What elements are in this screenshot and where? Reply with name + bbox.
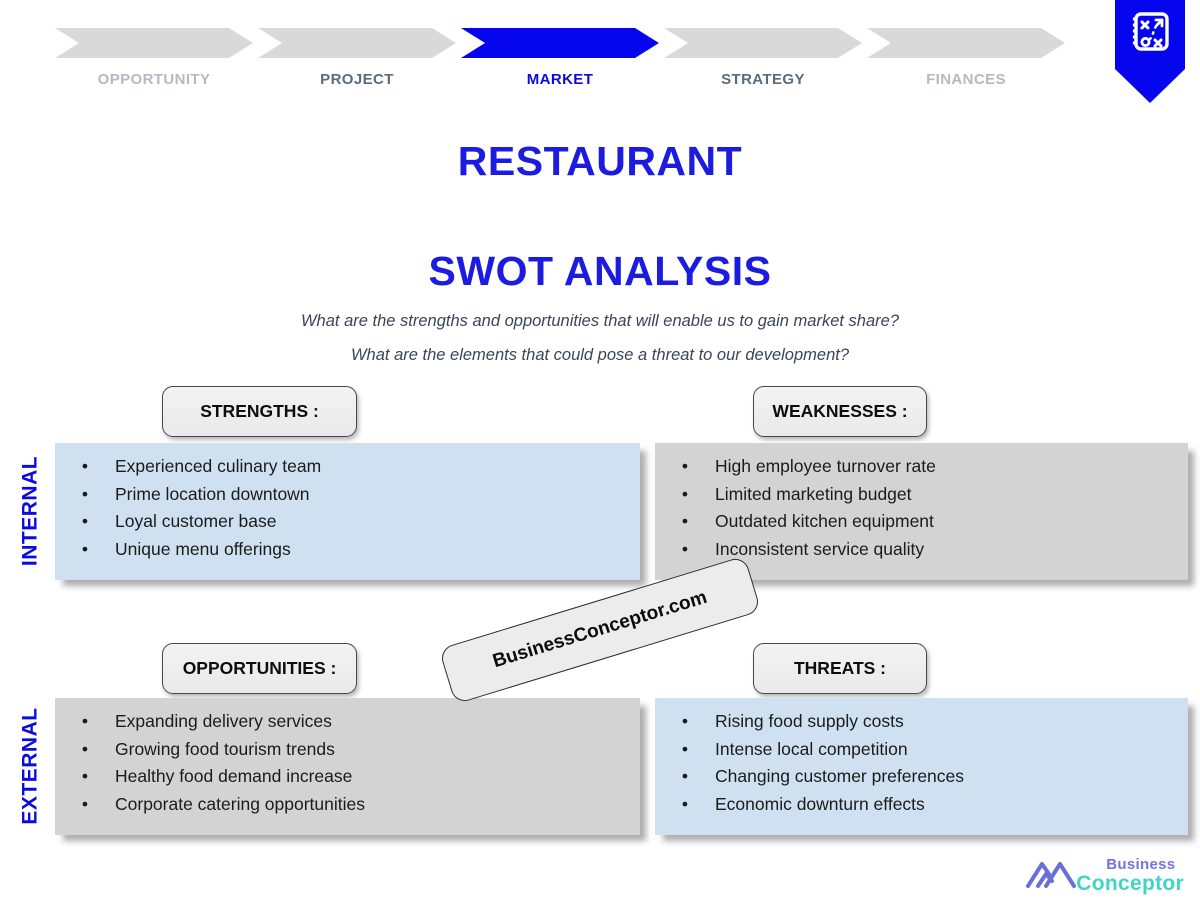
chevron-arrow-shape <box>258 28 456 58</box>
list-item: • Healthy food demand increase <box>55 763 640 791</box>
list-item: • Economic downturn effects <box>655 791 1188 819</box>
watermark-badge: BusinessConceptor.com <box>439 555 762 704</box>
strengths-box <box>55 443 640 580</box>
strengths-header: STRENGTHS : <box>162 386 357 437</box>
list-item: • Outdated kitchen equipment <box>655 508 1188 536</box>
opportunities-list <box>55 708 640 818</box>
page-title: RESTAURANT <box>457 138 743 184</box>
strategy-playbook-icon <box>1127 0 1173 60</box>
threats-list <box>655 708 1188 818</box>
nav-step-label: STRATEGY <box>721 71 805 88</box>
axis-label-external: EXTERNAL <box>18 707 42 825</box>
weaknesses-list <box>655 453 1188 563</box>
nav-step-project[interactable] <box>258 28 456 88</box>
list-item: • High employee turnover rate <box>655 453 1188 481</box>
process-nav <box>55 28 1065 88</box>
page-subtitle: SWOT ANALYSIS <box>428 248 772 294</box>
threats-header: THREATS : <box>753 643 927 694</box>
axis-label-internal: INTERNAL <box>18 455 42 567</box>
nav-step-opportunity[interactable] <box>55 28 253 88</box>
nav-step-label: MARKET <box>526 71 594 88</box>
nav-step-label: PROJECT <box>320 71 394 88</box>
chevron-arrow-shape <box>867 28 1065 58</box>
guiding-question-2: What are the elements that could pose a threat to our development? <box>350 346 850 364</box>
nav-step-strategy[interactable] <box>664 28 862 88</box>
guiding-question-1: What are the strengths and opportunities that will enable us to gain market share? <box>300 312 899 330</box>
list-item: • Unique menu offerings <box>55 536 640 564</box>
opportunities-header: OPPORTUNITIES : <box>162 643 357 694</box>
nav-step-finances[interactable] <box>867 28 1065 88</box>
list-item: • Corporate catering opportunities <box>55 791 640 819</box>
weaknesses-header: WEAKNESSES : <box>753 386 927 437</box>
list-item: • Limited marketing budget <box>655 481 1188 509</box>
logo-word-conceptor: Conceptor <box>1076 872 1184 895</box>
nav-step-label: OPPORTUNITY <box>97 71 211 88</box>
logo-word-business: Business <box>1106 856 1176 873</box>
list-item: • Rising food supply costs <box>655 708 1188 736</box>
list-item: • Changing customer preferences <box>655 763 1188 791</box>
chevron-arrow-shape <box>664 28 862 58</box>
chevron-arrow-shape <box>55 28 253 58</box>
list-item: • Experienced culinary team <box>55 453 640 481</box>
strengths-list <box>55 453 640 563</box>
bookmark-ribbon <box>1115 0 1185 103</box>
list-item: • Intense local competition <box>655 736 1188 764</box>
logo-wordmark <box>1076 857 1184 894</box>
threats-box <box>655 698 1188 835</box>
list-item: • Loyal customer base <box>55 508 640 536</box>
nav-step-label: FINANCES <box>926 71 1006 88</box>
chevron-arrow-shape <box>461 28 659 58</box>
business-conceptor-logo <box>1026 851 1184 894</box>
list-item: • Prime location downtown <box>55 481 640 509</box>
list-item: • Growing food tourism trends <box>55 736 640 764</box>
opportunities-box <box>55 698 640 835</box>
nav-step-market[interactable] <box>461 28 659 88</box>
list-item: • Expanding delivery services <box>55 708 640 736</box>
list-item: • Inconsistent service quality <box>655 536 1188 564</box>
